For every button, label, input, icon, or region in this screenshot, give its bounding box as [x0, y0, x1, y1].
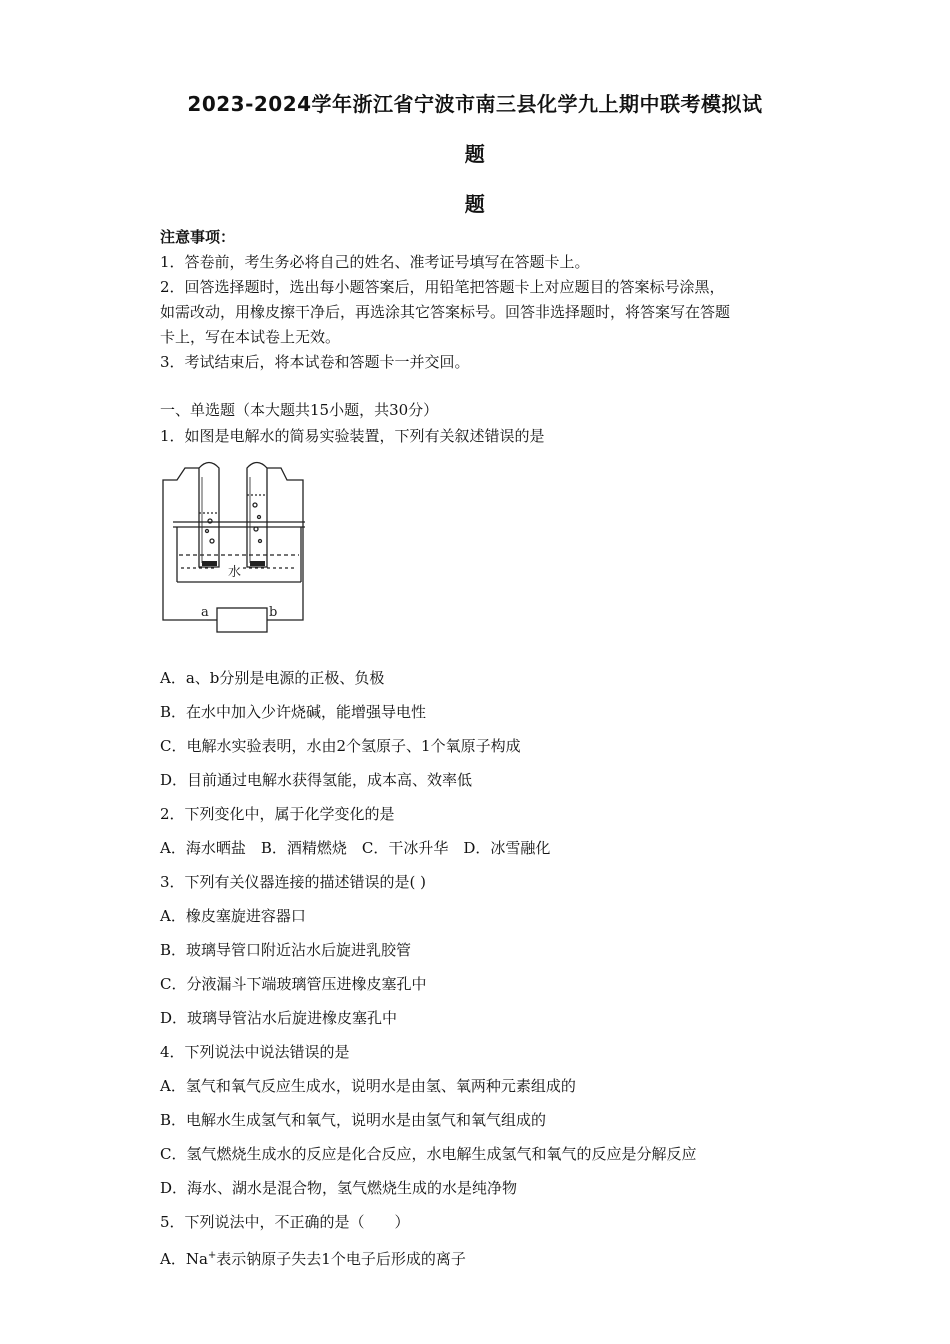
question-4-option-a: A．氢气和氧气反应生成水，说明水是由氢、氧两种元素组成的	[160, 1077, 576, 1095]
question-4-option-b: B．电解水生成氢气和氧气，说明水是由氢气和氧气组成的	[160, 1111, 547, 1129]
question-2-options: A．海水晒盐 B．酒精燃烧 C．干冰升华 D．冰雪融化	[160, 839, 551, 857]
question-1-option-a: A．a、b分别是电源的正极、负极	[160, 669, 385, 687]
section-heading: 一、单选题（本大题共15小题，共30分）	[160, 401, 439, 419]
option-a-text: 表示钠原子失去1个电子后形成的离子	[216, 1250, 466, 1268]
question-1-option-c: C．电解水实验表明，水由2个氢原子、1个氧原子构成	[160, 737, 521, 755]
option-a-prefix: A．Na	[160, 1250, 208, 1268]
notice-item-2b: 如需改动，用橡皮擦干净后，再选涂其它答案标号。回答非选择题时，将答案写在答题	[160, 303, 731, 321]
notice-heading: 注意事项：	[160, 228, 236, 246]
question-3-option-d: D．玻璃导管沾水后旋进橡皮塞孔中	[160, 1009, 398, 1027]
question-1-option-b: B．在水中加入少许烧碱，能增强导电性	[160, 703, 427, 721]
page-title-line3: 题	[464, 192, 486, 216]
power-source	[217, 608, 267, 632]
electrolysis-apparatus-diagram	[155, 455, 315, 640]
question-5-stem: 5．下列说法中，不正确的是（ ）	[160, 1213, 410, 1231]
question-1-option-d: D．目前通过电解水获得氢能，成本高、效率低	[160, 771, 473, 789]
question-4-stem: 4．下列说法中说法错误的是	[160, 1043, 350, 1061]
notice-item-3: 3．考试结束后，将本试卷和答题卡一并交回。	[160, 353, 470, 371]
question-3-option-b: B．玻璃导管口附近沾水后旋进乳胶管	[160, 941, 412, 959]
question-1-stem: 1．如图是电解水的简易实验装置，下列有关叙述错误的是	[160, 427, 545, 445]
question-4-option-d: D．海水、湖水是混合物，氢气燃烧生成的水是纯净物	[160, 1179, 518, 1197]
page-title-line2: 题	[464, 142, 486, 166]
right-electrode	[250, 561, 265, 566]
page-title-line1: 2023-2024学年浙江省宁波市南三县化学九上期中联考模拟试	[187, 92, 763, 116]
wire-right	[267, 468, 303, 620]
question-3-option-a: A．橡皮塞旋进容器口	[160, 907, 306, 925]
terminal-a-label: a	[201, 605, 209, 620]
notice-item-2a: 2．回答选择题时，选出每小题答案后，用铅笔把答题卡上对应题目的答案标号涂黑，	[160, 278, 725, 296]
wire-left	[163, 468, 207, 620]
terminal-b-label: b	[269, 605, 278, 620]
notice-item-1: 1．答卷前，考生务必将自己的姓名、准考证号填写在答题卡上。	[160, 253, 590, 271]
question-2-stem: 2．下列变化中，属于化学变化的是	[160, 805, 395, 823]
question-4-option-c: C．氢气燃烧生成水的反应是化合反应，水电解生成氢气和氧气的反应是分解反应	[160, 1145, 697, 1163]
left-electrode	[202, 561, 217, 566]
sodium-ion-charge: +	[207, 1250, 217, 1261]
question-3-stem: 3．下列有关仪器连接的描述错误的是( )	[160, 873, 427, 891]
question-5-option-a	[160, 1246, 466, 1269]
notice-item-2c: 卡上，写在本试卷上无效。	[160, 328, 341, 346]
water-label: 水	[228, 565, 242, 580]
question-3-option-c: C．分液漏斗下端玻璃管压进橡皮塞孔中	[160, 975, 427, 993]
